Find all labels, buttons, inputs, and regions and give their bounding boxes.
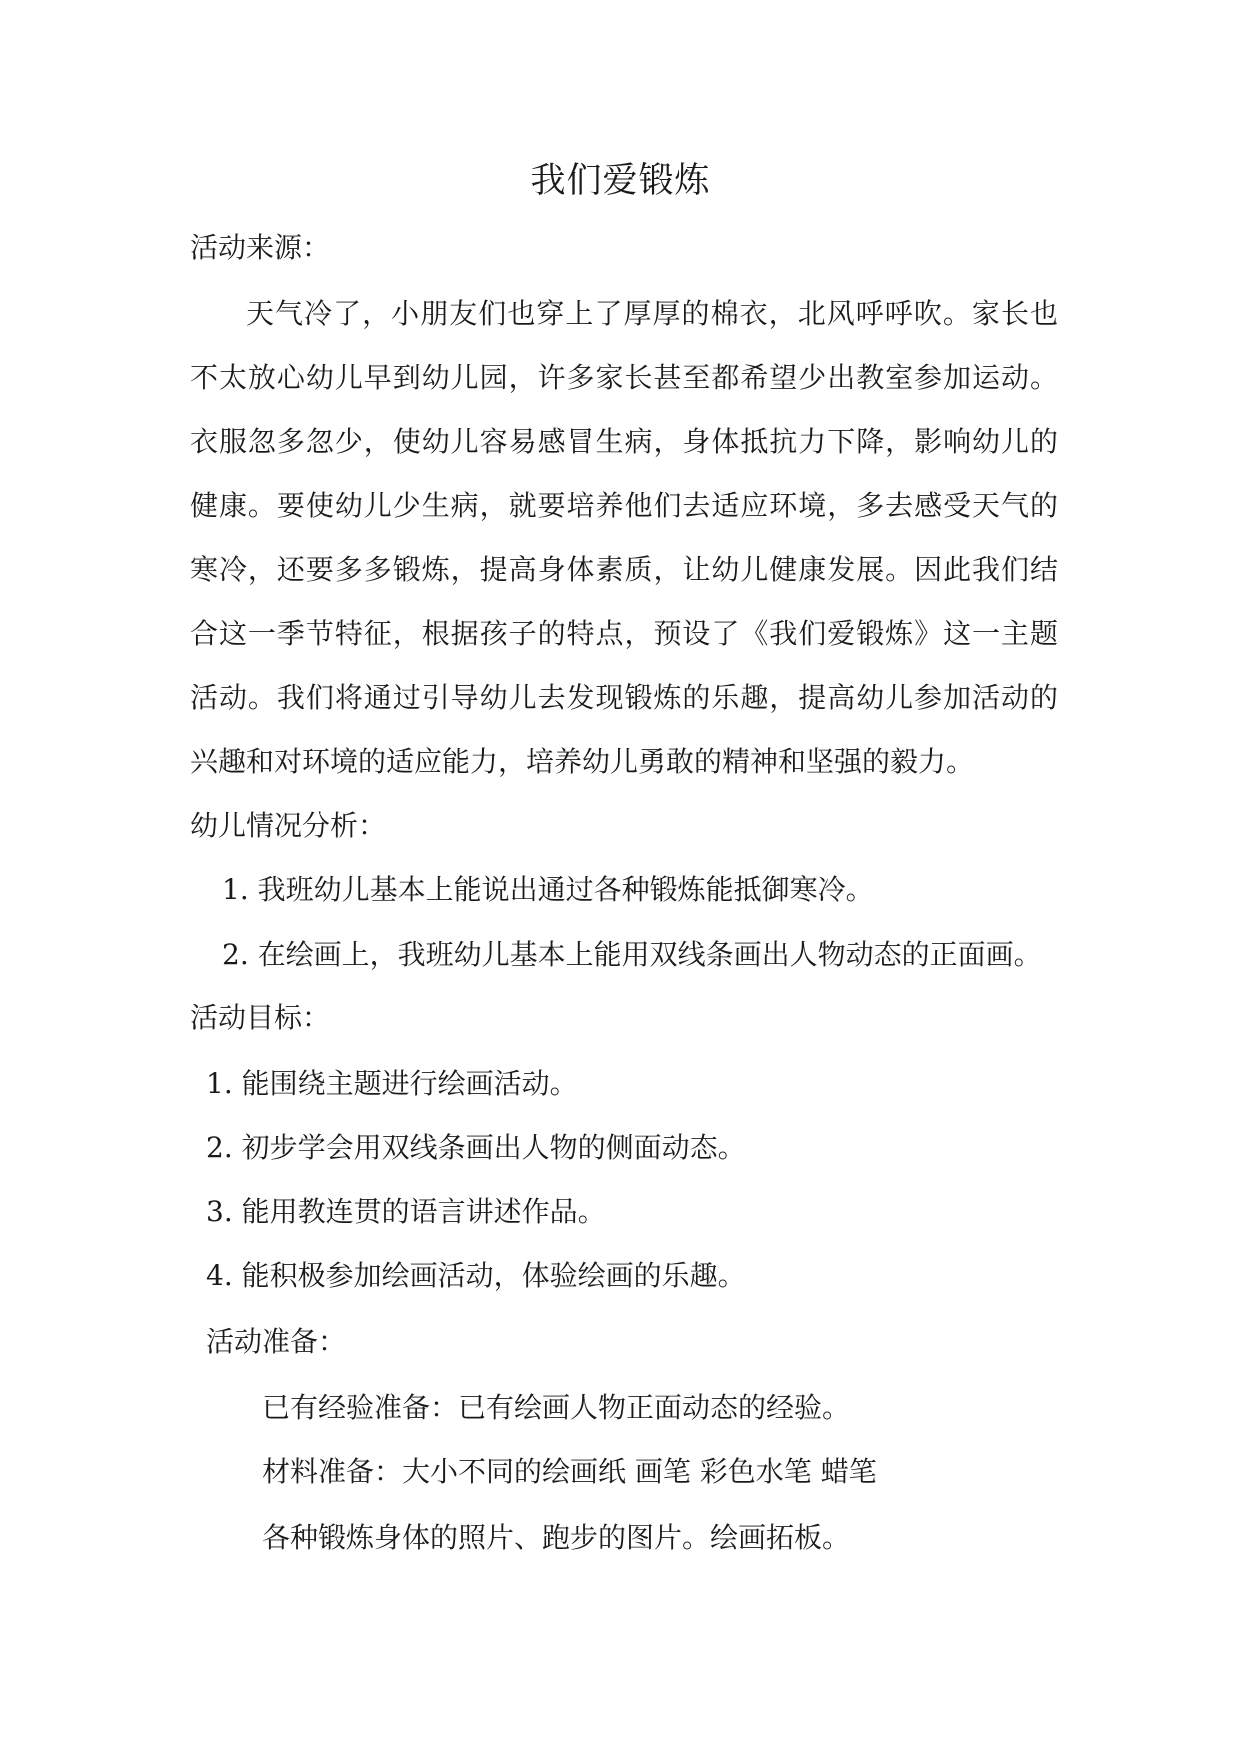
preparation-line: 各种锻炼身体的照片、跑步的图片。绘画拓板。 — [262, 1521, 851, 1554]
section-heading-source: 活动来源： — [190, 231, 331, 264]
goal-item: 2. 初步学会用双线条画出人物的侧面动态。 — [206, 1131, 746, 1164]
paragraph-line: 寒冷，还要多多锻炼，提高身体素质，让幼儿健康发展。因此我们结 — [190, 553, 1058, 586]
section-heading-analysis: 幼儿情况分析： — [190, 809, 387, 842]
goal-item: 4. 能积极参加绘画活动，体验绘画的乐趣。 — [206, 1259, 746, 1292]
preparation-line: 材料准备：大小不同的绘画纸 画笔 彩色水笔 蜡笔 — [262, 1455, 877, 1488]
document-title: 我们爱锻炼 — [530, 161, 711, 201]
section-heading-preparation: 活动准备： — [206, 1325, 347, 1358]
paragraph-line: 不太放心幼儿早到幼儿园，许多家长甚至都希望少出教室参加运动。 — [190, 361, 1058, 394]
goal-item: 3. 能用教连贯的语言讲述作品。 — [206, 1195, 606, 1228]
section-heading-goals: 活动目标： — [190, 1001, 331, 1034]
paragraph-line: 合这一季节特征，根据孩子的特点，预设了《我们爱锻炼》这一主题 — [190, 617, 1058, 650]
paragraph-line: 活动。我们将通过引导幼儿去发现锻炼的乐趣，提高幼儿参加活动的 — [190, 681, 1058, 714]
paragraph-line: 兴趣和对环境的适应能力，培养幼儿勇敢的精神和坚强的毅力。 — [190, 745, 975, 778]
paragraph-line: 天气冷了，小朋友们也穿上了厚厚的棉衣，北风呼呼吹。家长也 — [246, 297, 1058, 330]
paragraph-line: 衣服忽多忽少，使幼儿容易感冒生病，身体抵抗力下降，影响幼儿的 — [190, 425, 1058, 458]
analysis-item: 2. 在绘画上，我班幼儿基本上能用双线条画出人物动态的正面画。 — [222, 938, 1042, 971]
paragraph-line: 健康。要使幼儿少生病，就要培养他们去适应环境，多去感受天气的 — [190, 489, 1058, 522]
preparation-line: 已有经验准备：已有绘画人物正面动态的经验。 — [262, 1391, 851, 1424]
analysis-item: 1. 我班幼儿基本上能说出通过各种锻炼能抵御寒冷。 — [222, 873, 874, 906]
goal-item: 1. 能围绕主题进行绘画活动。 — [206, 1067, 578, 1100]
